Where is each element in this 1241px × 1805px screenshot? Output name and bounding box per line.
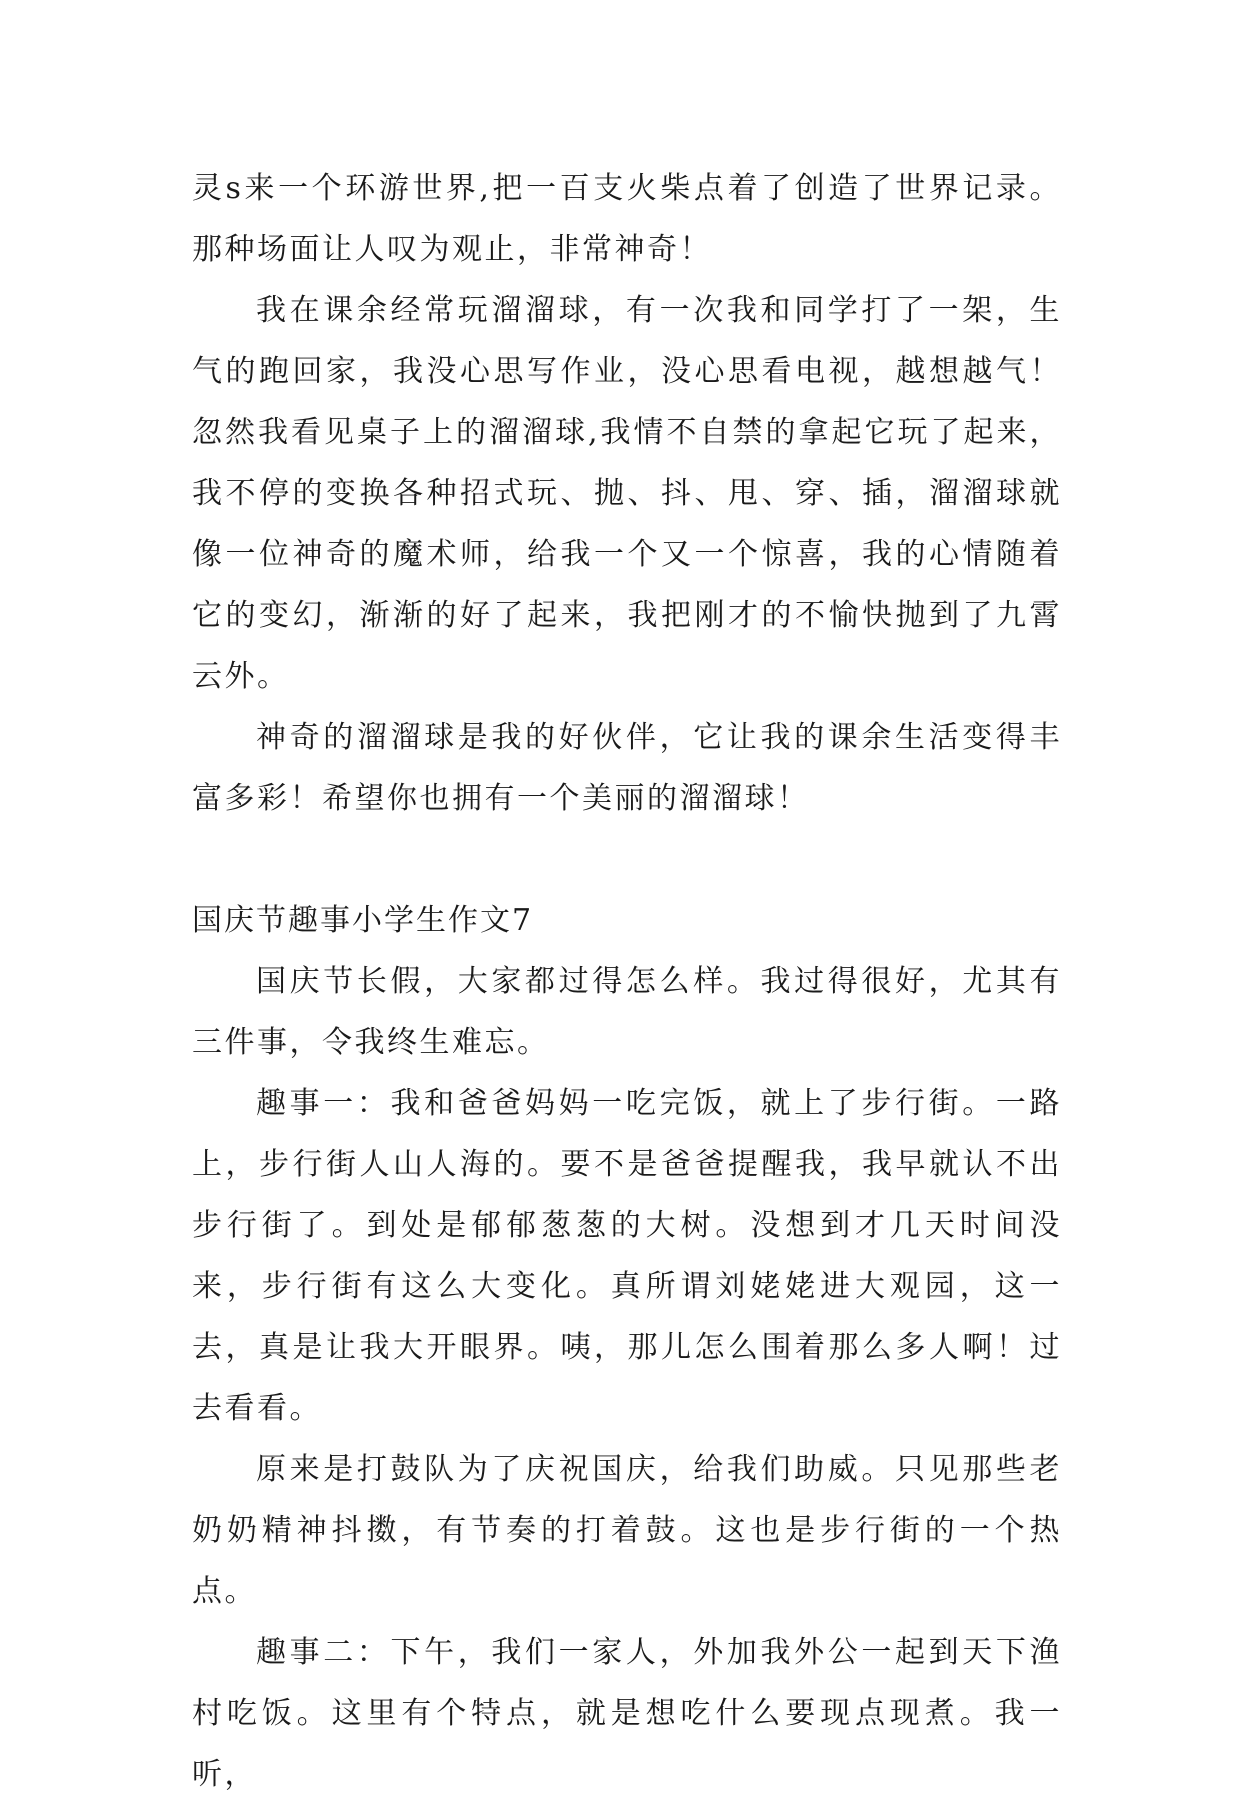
paragraph-fun-fact-one: 趣事一：我和爸爸妈妈一吃完饭，就上了步行街。一路上，步行街人山人海的。要不是爸爸提醒我，我早就认不出步行街了。到处是郁郁葱葱的大树。没想到才几天时间没来，步行街有这么大变化。真所谓刘姥姥进大观园，这一去，真是让我大开眼界。咦，那儿怎么围着那么多人啊！过去看看。	[192, 1086, 1062, 1426]
document-body	[192, 158, 1062, 1805]
paragraph-yoyo-conclusion: 神奇的溜溜球是我的好伙伴，它让我的课余生活变得丰富多彩！希望你也拥有一个美丽的溜溜球！	[192, 720, 1062, 816]
paragraph-continuation: 灵s来一个环游世界,把一百支火柴点着了创造了世界记录。那种场面让人叹为观止，非常神奇！	[192, 171, 1062, 267]
paragraph-intro: 国庆节长假，大家都过得怎么样。我过得很好，尤其有三件事，令我终生难忘。	[192, 964, 1062, 1060]
paragraph-fun-fact-two: 趣事二：下午，我们一家人，外加我外公一起到天下渔村吃饭。这里有个特点，就是想吃什么要现点现煮。我一听，	[192, 1635, 1062, 1792]
essay-title: 国庆节趣事小学生作文7	[192, 903, 534, 938]
paragraph-yoyo-story: 我在课余经常玩溜溜球，有一次我和同学打了一架，生气的跑回家，我没心思写作业，没心思看电视，越想越气！忽然我看见桌子上的溜溜球,我情不自禁的拿起它玩了起来，我不停的变换各种招式玩、抛、抖、甩、穿、插，溜溜球就像一位神奇的魔术师，给我一个又一个惊喜，我的心情随着它的变幻，渐渐的好了起来，我把刚才的不愉快抛到了九霄云外。	[192, 293, 1062, 694]
paragraph-drum-team: 原来是打鼓队为了庆祝国庆，给我们助威。只见那些老奶奶精神抖擞，有节奏的打着鼓。这也是步行街的一个热点。	[192, 1452, 1062, 1609]
